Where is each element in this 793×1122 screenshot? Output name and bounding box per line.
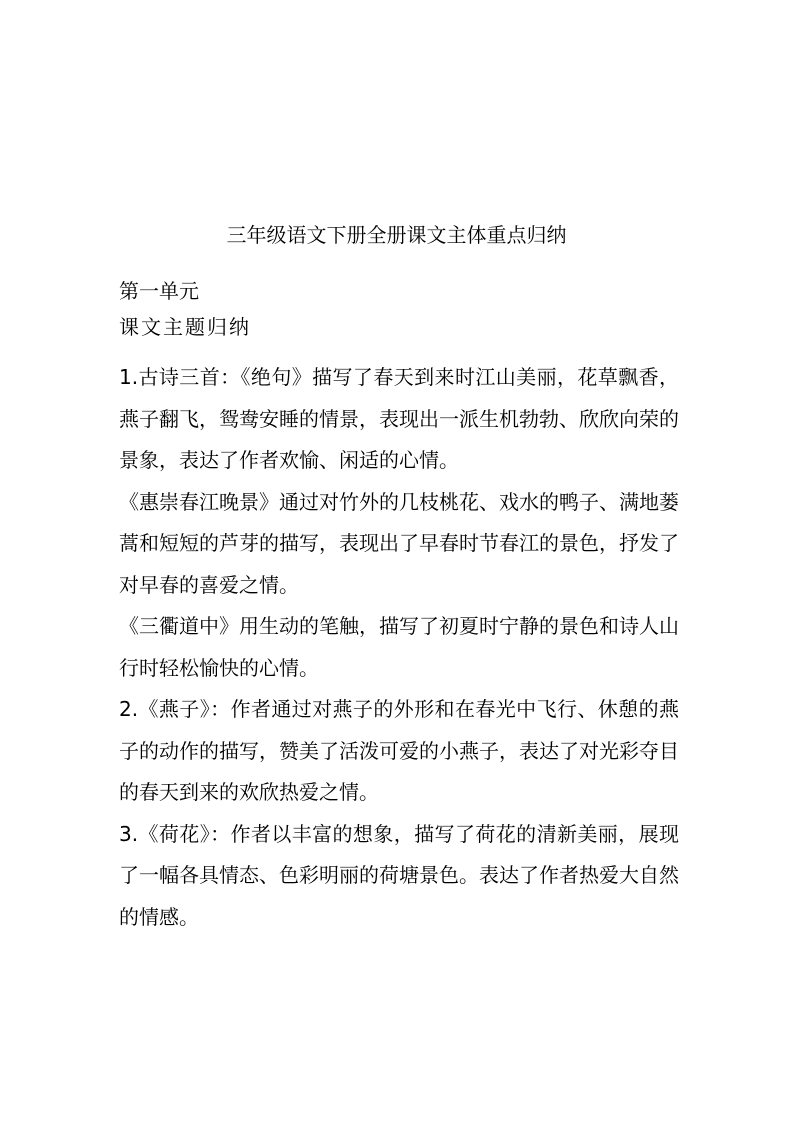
paragraph-sanqu: 《三衢道中》用生动的笔触，描写了初夏时宁静的景色和诗人山行时轻松愉快的心情。 [119, 614, 679, 680]
section-heading: 课文主题归纳 [119, 315, 251, 339]
unit-heading: 第一单元 [119, 279, 199, 303]
paragraph-huichong: 《惠崇春江晚景》通过对竹外的几枝桃花、戏水的鸭子、满地蒌蒿和短短的芦芽的描写，表现出了早春时节春江的景色，抒发了对早春的喜爱之情。 [119, 489, 679, 597]
paragraph-lotus: 3.《荷花》：作者以丰富的想象，描写了荷花的清新美丽，展现了一幅各具情态、色彩明丽的荷塘景色。表达了作者热爱大自然的情感。 [119, 821, 679, 929]
document-body [119, 276, 679, 938]
document-title: 三年级语文下册全册课文主体重点归纳 [226, 223, 567, 247]
paragraph-swallow: 2.《燕子》：作者通过对燕子的外形和在春光中飞行、休憩的燕子的动作的描写，赞美了活泼可爱的小燕子，表达了对光彩夺目的春天到来的欢欣热爱之情。 [119, 697, 679, 804]
paragraph-ancient-poems: 1.古诗三首：《绝句》描写了春天到来时江山美丽，花草飘香，燕子翻飞，鸳鸯安睡的情景，表现出一派生机勃勃、欣欣向荣的景象，表达了作者欢愉、闲适的心情。 [119, 365, 679, 472]
